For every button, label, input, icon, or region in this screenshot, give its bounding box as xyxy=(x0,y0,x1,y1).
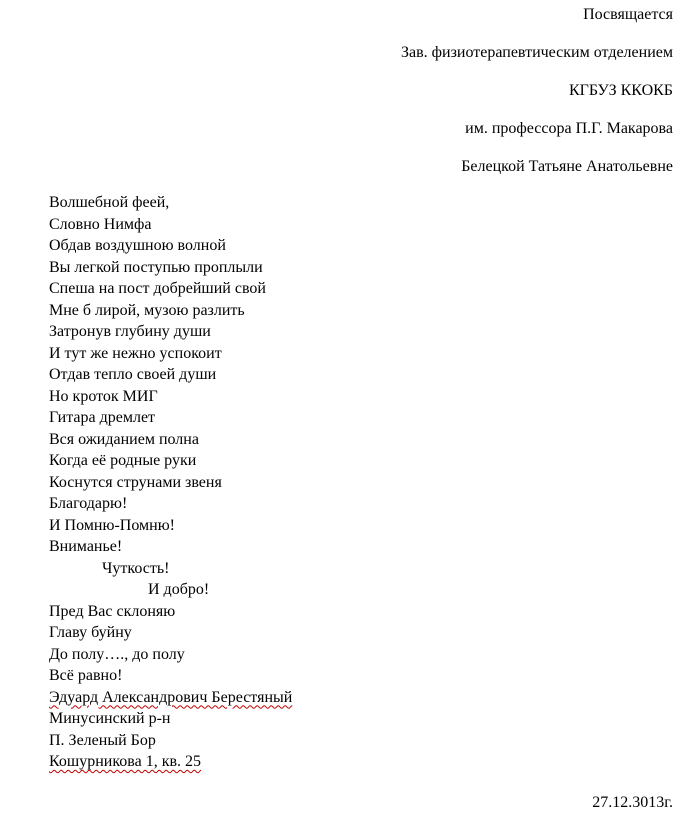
poem-line: И тут же нежно успокоит xyxy=(49,344,222,362)
poem-line: Чуткость! xyxy=(102,559,170,577)
poem-line: Когда её родные руки xyxy=(49,452,197,469)
poem-line: Затронув глубину души xyxy=(49,323,211,340)
poem-line: Благодарю! xyxy=(49,495,128,512)
author-name: Эдуард Александрович Берестяный xyxy=(49,688,293,706)
poem-line: Обдав воздушною волной xyxy=(49,237,226,254)
dedication-block xyxy=(401,0,673,190)
poem-line: Главу буйну xyxy=(49,624,132,641)
poem-line: И добро! xyxy=(148,581,210,598)
poem-block xyxy=(49,192,292,773)
poem-line: И Помню-Помню! xyxy=(49,516,175,534)
dedication-line: Посвящается xyxy=(583,6,673,23)
poem-line: Мне б лирой, музою разлить xyxy=(49,301,245,319)
poem-line: Гитара дремлет xyxy=(49,409,156,426)
poem-line: Волшебной феей, xyxy=(49,194,170,211)
dedication-line: Зав. физиотерапевтическим отделением xyxy=(401,44,673,61)
poem-line: Но кроток МИГ xyxy=(49,387,158,405)
dedication-line: КГБУЗ ККОКБ xyxy=(568,82,673,99)
dedication-line: им. профессора П.Г. Макарова xyxy=(465,120,673,137)
author-district: Минусинский р-н xyxy=(49,710,171,727)
poem-line: Пред Вас склоняю xyxy=(49,602,176,620)
poem-line: Вы легкой поступью проплыли xyxy=(49,258,263,276)
poem-line: Спеша на пост добрейший свой xyxy=(49,280,266,297)
poem-line: Всё равно! xyxy=(49,667,123,684)
poem-line: Вниманье! xyxy=(49,538,123,555)
poem-line: До полу…., до полу xyxy=(49,645,185,663)
poem-line: Коснутся струнами звеня xyxy=(49,473,222,491)
document-date: 27.12.3013г. xyxy=(592,794,673,811)
author-settlement: П. Зеленый Бор xyxy=(49,731,156,749)
poem-line: Вся ожиданием полна xyxy=(49,430,199,448)
author-address: Кошурникова 1, кв. 25 xyxy=(49,753,202,770)
poem-line: Отдав тепло своей души xyxy=(49,366,217,383)
poem-line: Словно Нимфа xyxy=(49,215,152,233)
dedication-line: Белецкой Татьяне Анатольевне xyxy=(461,158,673,175)
